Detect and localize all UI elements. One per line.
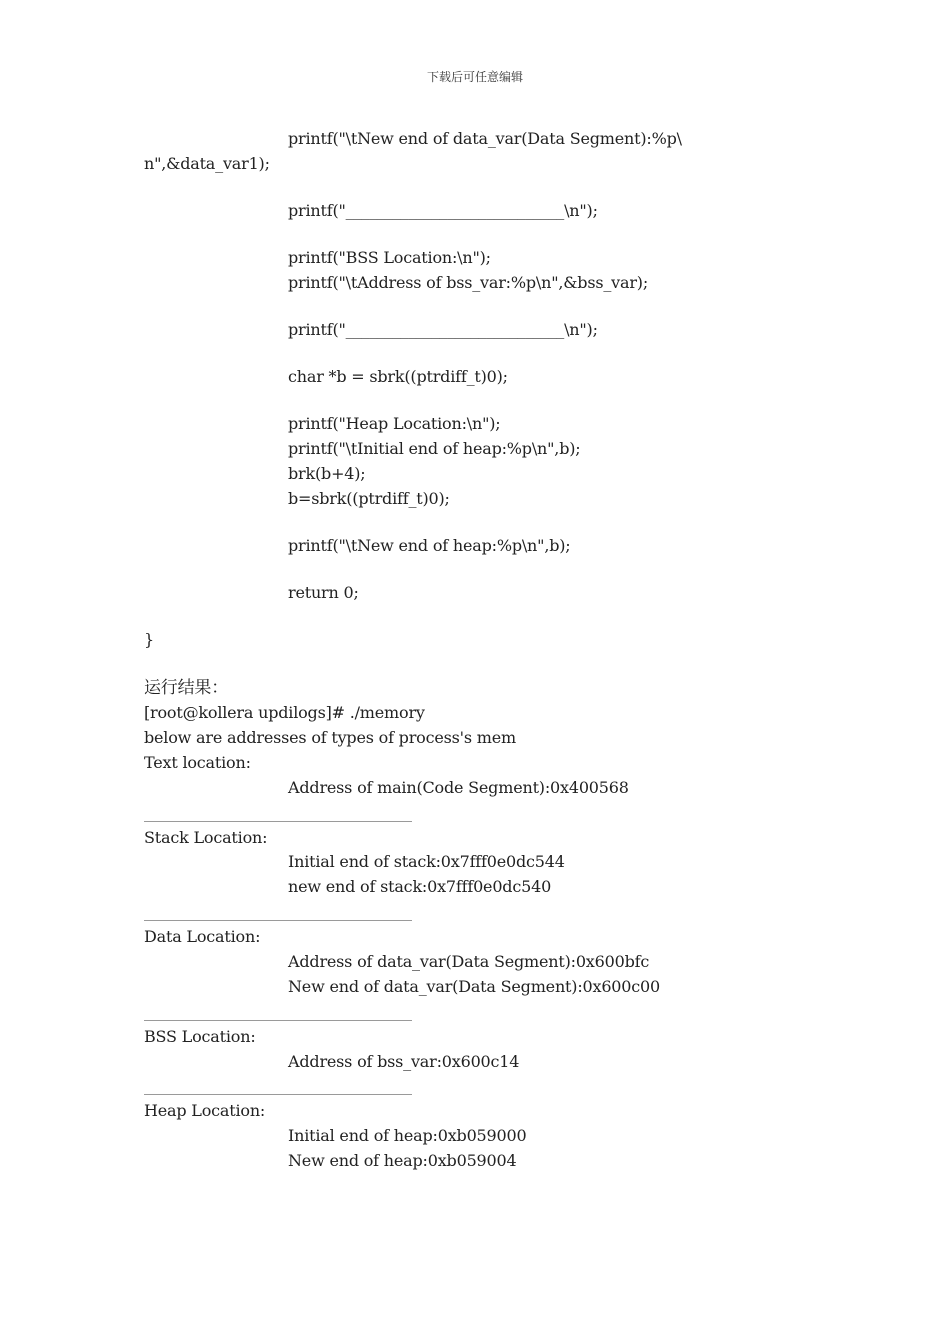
- code-line: b=sbrk((ptrdiff_t)0);: [288, 489, 450, 508]
- code-line: brk(b+4);: [288, 464, 366, 483]
- output-line: Address of main(Code Segment):0x400568: [288, 778, 629, 797]
- separator-rule: [144, 1094, 412, 1095]
- code-line: printf("\tNew end of heap:%p\n",b);: [288, 536, 571, 555]
- result-heading: 运行结果：: [144, 678, 228, 698]
- separator-rule: [144, 1020, 412, 1021]
- output-line: Address of bss_var:0x600c14: [288, 1052, 520, 1071]
- code-line: printf("BSS Location:\n");: [288, 248, 491, 267]
- output-line: Data Location:: [144, 927, 261, 946]
- output-line: [root@kollera updilogs]# ./memory: [144, 703, 425, 722]
- output-line: Initial end of heap:0xb059000: [288, 1126, 527, 1145]
- code-line: }: [144, 630, 154, 649]
- output-line: below are addresses of types of process's mem: [144, 728, 516, 747]
- code-line: return 0;: [288, 583, 359, 602]
- code-line: char *b = sbrk((ptrdiff_t)0);: [288, 367, 508, 386]
- code-line: printf("____________________________\n");: [288, 320, 598, 339]
- code-line: printf("____________________________\n");: [288, 201, 598, 220]
- code-line: printf("\tAddress of bss_var:%p\n",&bss_var);: [288, 273, 649, 292]
- output-line: Text location:: [144, 753, 251, 772]
- code-line: printf("\tNew end of data_var(Data Segment):%p\: [288, 129, 682, 148]
- output-line: BSS Location:: [144, 1027, 256, 1046]
- output-line: New end of heap:0xb059004: [288, 1151, 517, 1170]
- code-line: printf("Heap Location:\n");: [288, 414, 501, 433]
- code-line: n",&data_var1);: [144, 154, 270, 173]
- code-line: printf("\tInitial end of heap:%p\n",b);: [288, 439, 581, 458]
- output-line: Address of data_var(Data Segment):0x600bfc: [288, 952, 650, 971]
- page-header: 下载后可任意编辑: [426, 70, 523, 84]
- output-line: Stack Location:: [144, 828, 268, 847]
- output-line: new end of stack:0x7fff0e0dc540: [288, 877, 552, 896]
- output-line: New end of data_var(Data Segment):0x600c00: [288, 977, 660, 996]
- output-line: Heap Location:: [144, 1101, 266, 1120]
- separator-rule: [144, 821, 412, 822]
- output-line: Initial end of stack:0x7fff0e0dc544: [288, 852, 565, 871]
- separator-rule: [144, 920, 412, 921]
